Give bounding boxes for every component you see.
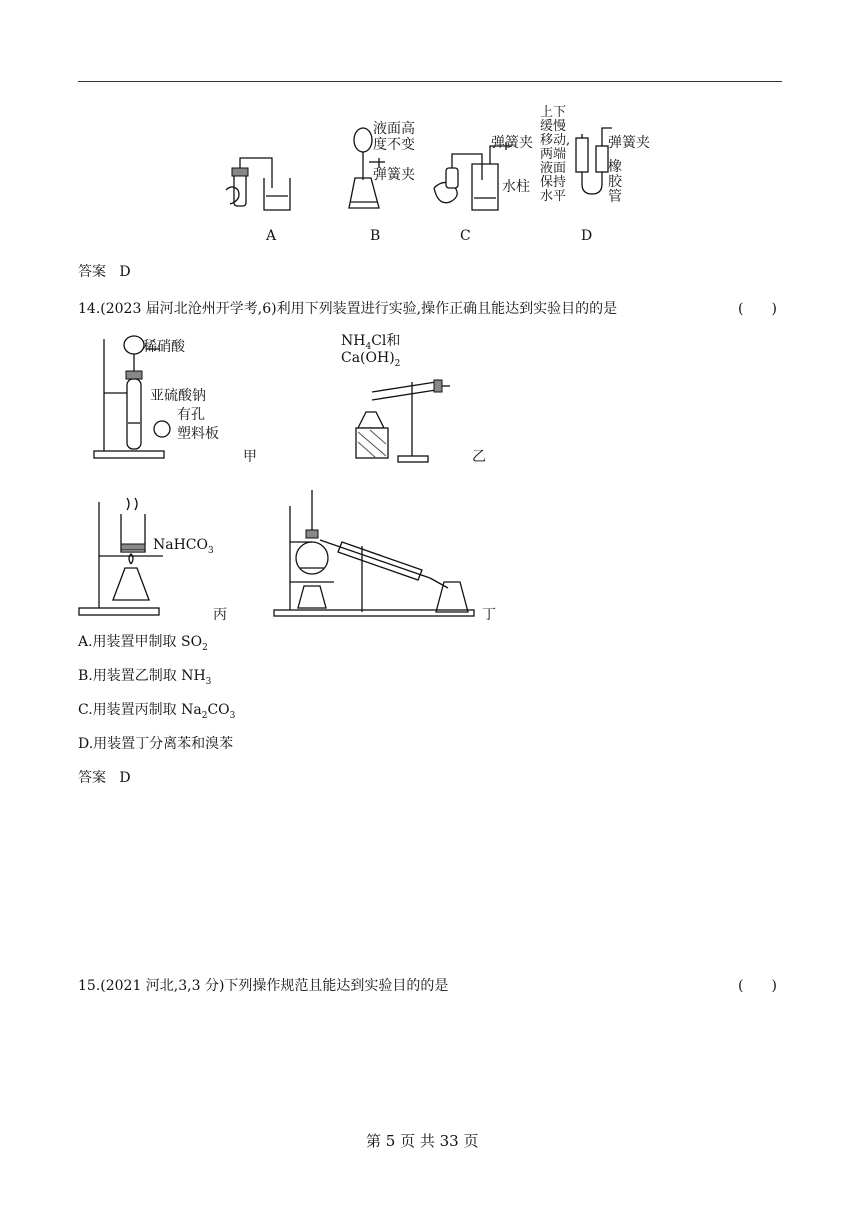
figure-bing-heating-nahco3 <box>75 498 185 618</box>
figure-d-clip-label: 弹簧夹 <box>608 135 650 151</box>
q14-answer: 答案 D <box>78 770 131 786</box>
q14-answer-bracket: ( ) <box>738 301 777 317</box>
q13-answer: 答案 D <box>78 264 131 280</box>
figure-yi-reagent-line1: $NH_4Cl$和 <box>341 333 401 352</box>
figure-jia-acid-label: 稀硝酸 <box>143 339 185 355</box>
figure-d-note: 上下 缓慢 移动, 两端 液面 保持 水平 <box>540 105 571 204</box>
figure-yi-nh3-generator <box>352 372 462 464</box>
figure-b-clip-label: 弹簧夹 <box>373 167 415 183</box>
figure-jia-caption: 甲 <box>243 449 257 465</box>
figure-c-clip-label: 弹簧夹 <box>491 135 533 151</box>
figure-jia-plate-label2: 塑料板 <box>177 426 219 442</box>
figure-bing-caption: 丙 <box>213 607 227 623</box>
figure-d-label: D <box>581 228 593 244</box>
q14-stem: 14.(2023 届河北沧州开学考,6)利用下列装置进行实验,操作正确且能达到实验目的的是 <box>78 301 618 317</box>
page-footer: 第 5 页 共 33 页 <box>366 1132 479 1150</box>
figure-ding-distillation <box>272 486 482 618</box>
figure-a-airtight-check <box>220 150 300 220</box>
q15-stem: 15.(2021 河北,3,3 分)下列操作规范且能达到实验目的的是 <box>78 978 449 994</box>
q14-option-b: B.用装置乙制取 $NH_3$ <box>78 668 212 687</box>
figure-b-note-line2: 度不变 <box>373 137 415 153</box>
q14-option-d: D.用装置丁分离苯和溴苯 <box>78 736 234 752</box>
figure-c-label: C <box>460 228 471 244</box>
figure-yi-reagent-line2: $Ca(OH)_2$ <box>341 350 401 369</box>
figure-a-label: A <box>266 228 277 244</box>
figure-b-note-line1: 液面高 <box>373 121 415 137</box>
figure-b-label: B <box>370 228 381 244</box>
figure-yi-caption: 乙 <box>472 449 486 465</box>
figure-jia-salt-label: 亚硫酸钠 <box>150 388 206 404</box>
figure-d-tube-label: 橡 胶 管 <box>608 159 622 205</box>
q15-answer-bracket: ( ) <box>738 978 777 994</box>
header-rule <box>78 81 782 82</box>
q14-option-a: A.用装置甲制取 $SO_2$ <box>78 634 208 653</box>
figure-bing-chem-label: NaHCO$_3$ <box>153 537 214 556</box>
figure-c-column-label: 水柱 <box>502 179 530 195</box>
figure-jia-plate-label1: 有孔 <box>177 407 205 423</box>
q14-option-c: C.用装置丙制取 $Na_2CO_3$ <box>78 702 236 721</box>
figure-ding-caption: 丁 <box>482 607 496 623</box>
